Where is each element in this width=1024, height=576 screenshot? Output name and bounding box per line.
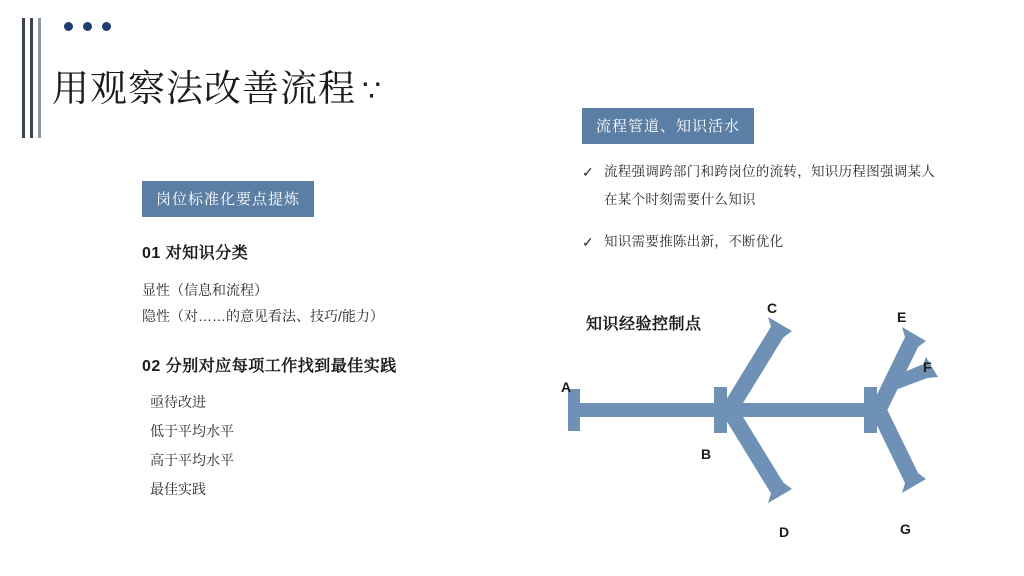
fishbone-tail-A: [568, 389, 580, 431]
fishbone-label-E: E: [897, 309, 907, 325]
fishbone-label-G: G: [900, 521, 911, 537]
left-heading-2: 02 分别对应每项工作找到最佳实践: [142, 358, 397, 375]
fishbone-label-F: F: [923, 359, 932, 375]
title-accent-bars: [22, 18, 52, 138]
check-line: 在某个时刻需要什么知识: [604, 192, 756, 207]
check-icon: ✓: [582, 234, 594, 250]
fishbone-diagram: [540, 285, 1000, 565]
check-item-text: [604, 228, 783, 256]
accent-bar-1: [22, 18, 25, 138]
dot-icon-2: [83, 22, 92, 31]
decorative-dots: [64, 22, 111, 31]
list-item: 最佳实践: [150, 481, 206, 497]
fishbone-label-A: A: [561, 379, 572, 395]
accent-bar-2: [30, 18, 33, 138]
check-icon: ✓: [582, 164, 594, 180]
list-item: 低于平均水平: [150, 423, 234, 439]
page-title: [52, 58, 382, 112]
left-paragraph-1: 显性（信息和流程）: [142, 282, 268, 298]
dot-icon-3: [102, 22, 111, 31]
fishbone-label-C: C: [767, 300, 778, 316]
left-heading-1: 01 对知识分类: [142, 245, 249, 262]
right-check-list: [582, 158, 982, 270]
therefore-symbol: ∵: [362, 75, 383, 108]
fishbone-label-D: D: [779, 524, 790, 540]
left-paragraph-2: 隐性（对……的意见看法、技巧/能力）: [142, 308, 384, 324]
page-title-text: 用观察法改善流程: [52, 68, 356, 109]
fishbone-label-B: B: [701, 446, 712, 462]
check-line: 流程强调跨部门和跨岗位的流转，知识历程图强调某人: [604, 164, 936, 179]
list-item: [582, 158, 982, 214]
left-content-column: [142, 240, 522, 504]
diagram-title: 知识经验控制点: [586, 316, 702, 333]
accent-bar-3: [38, 18, 41, 138]
list-item: [582, 228, 982, 256]
check-item-text: [604, 158, 935, 214]
check-line: 知识需要推陈出新，不断优化: [604, 234, 784, 249]
dot-icon-1: [64, 22, 73, 31]
list-item: 高于平均水平: [150, 452, 234, 468]
right-section-chip: 流程管道、知识活水: [582, 108, 754, 144]
list-item: 亟待改进: [150, 394, 206, 410]
left-section-chip: 岗位标准化要点提炼: [142, 181, 314, 217]
left-practice-list: [142, 388, 522, 504]
